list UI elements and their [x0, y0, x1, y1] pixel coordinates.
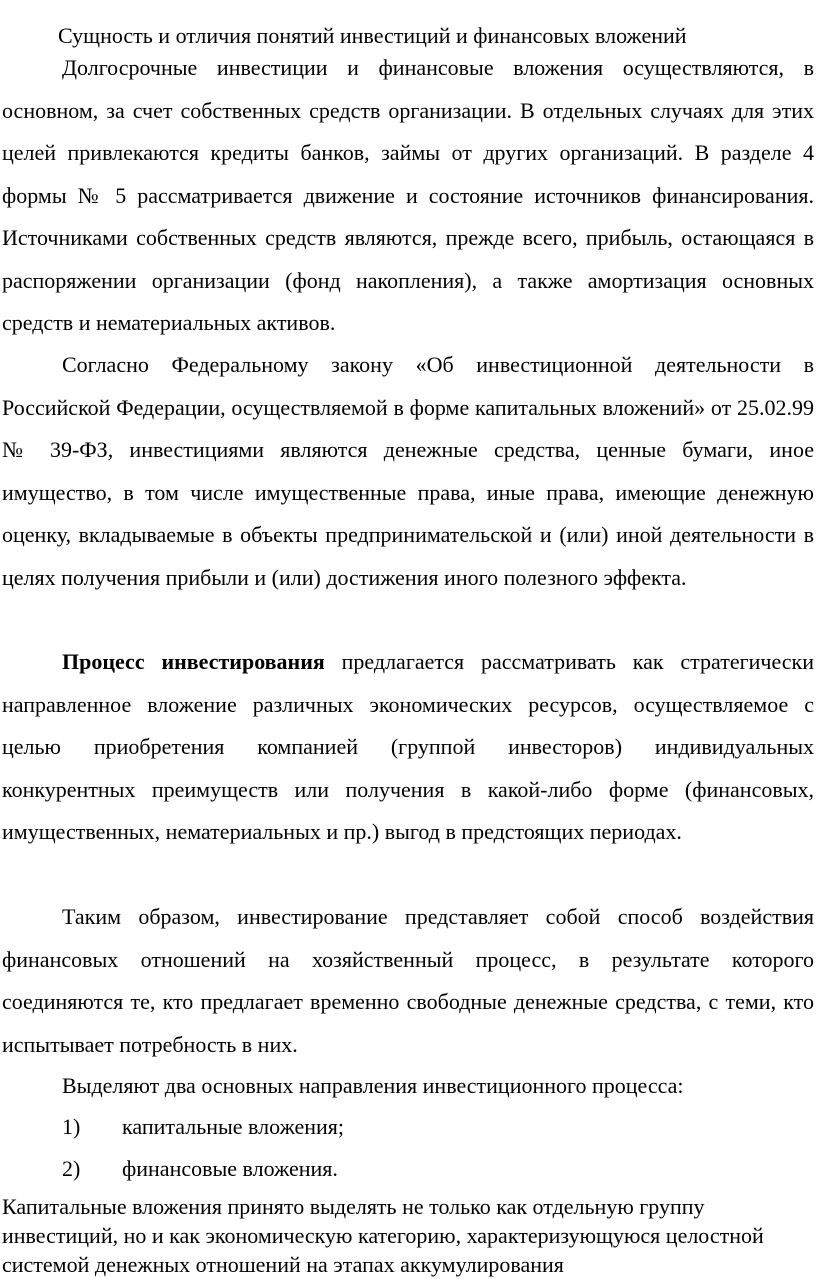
paragraph-federal-law: Согласно Федеральному закону «Об инвестиционной деятельности в Российской Федерации, осуществляемой в форме капитальных вложений» от 25.02.99 № 39-ФЗ, инвестициями являются денежные средства, ценные бумаги, иное имущество, в том числе имущественные права, иные права, имеющие денежную оценку, вкладываемые в объекты предпринимательской и (или) иной деятельности в целях получения прибыли и (или) достижения иного полезного эффекта.	[2, 352, 814, 590]
list-item	[62, 1106, 802, 1148]
paragraph-investment-process	[2, 641, 814, 854]
paragraph-capital-investments: Капитальные вложения принято выделять не только как отдельную группу инвестиций, но и как экономическую категорию, характеризующуюся целостной системой денежных отношений на этапах аккумулирования	[2, 1194, 764, 1277]
paragraph-conclusion: Таким образом, инвестирование представляет собой способ воздействия финансовых отношений на хозяйственный процесс, в результате которого соединяются те, кто предлагает временно свободные денежные средства, с теми, кто испытывает потребность в них.	[2, 904, 814, 1057]
paragraph-investment-process-text: предлагается рассматривать как стратегически направленное вложение различных экономических ресурсов, осуществляемое с целью приобретения компанией (группой инвесторов) индивидуальных конкурентных преимуществ или получения в какой-либо форме (финансовых, имущественных, нематериальных и пр.) выгод в предстоящих периодах.	[2, 649, 814, 844]
paragraph-directions-intro: Выделяют два основных направления инвестиционного процесса:	[62, 1073, 684, 1098]
list-item	[62, 1148, 802, 1190]
list-item-text: капитальные вложения;	[122, 1114, 345, 1139]
term-investment-process: Процесс инвестирования	[62, 649, 325, 674]
paragraph-financing-sources: Долгосрочные инвестиции и финансовые вложения осуществляются, в основном, за счет собственных средств организации. В отдельных случаях для этих целей привлекаются кредиты банков, займы от других организаций. В разделе 4 формы № 5 рассматривается движение и состояние источников финансирования. Источниками собственных средств являются, прежде всего, прибыль, остающаяся в распоряжении организации (фонд накопления), а также амортизация основных средств и нематериальных активов.	[2, 55, 814, 335]
list-item-number: 2)	[62, 1156, 81, 1181]
list-item-number: 1)	[62, 1114, 81, 1139]
list-item-text: финансовые вложения.	[122, 1156, 338, 1181]
document-title: Сущность и отличия понятий инвестиций и финансовых вложений	[58, 23, 687, 48]
